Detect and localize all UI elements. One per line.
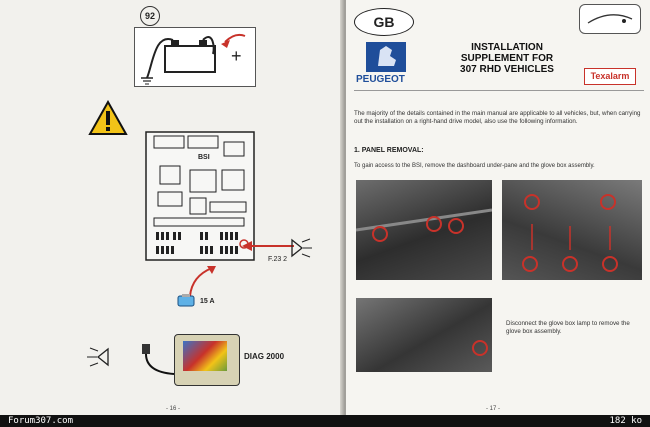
svg-text:+: + [231, 46, 242, 66]
section-heading: 1. PANEL REMOVAL: [354, 147, 424, 154]
texalarm-logo: Texalarm [584, 68, 636, 85]
intro-paragraph: The majority of the details contained in the main manual are applicable to all vehicles, but, when carrying out the installation on a right-hand drive model, also use the following information. [354, 110, 641, 125]
watermark-bar [0, 415, 650, 427]
fuse-icon [176, 294, 196, 308]
step-number: 92 [140, 6, 160, 26]
diag-label: DIAG 2000 [244, 352, 285, 361]
fuse-label: F.23 2 [268, 256, 288, 263]
brand-name: PEUGEOT [356, 74, 405, 85]
photo-glove-box-lamp [356, 298, 492, 372]
battery-icon [135, 28, 255, 86]
fuse-rating: 15 A [200, 298, 215, 305]
title-text: INSTALLATION SUPPLEMENT FOR 307 RHD VEHICLES [460, 42, 554, 75]
switch-diagram [579, 4, 641, 34]
site-watermark: Forum307.com [8, 416, 74, 426]
page-number-right: - 17 - [486, 406, 501, 412]
lion-icon [366, 42, 406, 72]
switch-icon [580, 5, 640, 33]
battery-panel [134, 27, 256, 87]
file-size: 182 ko [609, 416, 642, 426]
diag-screen [183, 341, 227, 371]
photo-glove-box-lamp-marker [356, 298, 492, 372]
diag-cable-icon [138, 340, 178, 380]
photo-glove-box [502, 180, 642, 280]
right-page [346, 0, 650, 415]
bsi-label: BSI [198, 154, 210, 161]
peugeot-logo [366, 42, 406, 72]
photo-under-panel [356, 180, 492, 280]
lamp-icon [288, 238, 314, 258]
document-title [442, 42, 572, 75]
page-number-left: - 16 - [166, 406, 181, 412]
photo-caption: Disconnect the glove box lamp to remove the glove box assembly. [506, 320, 630, 335]
warning-icon [88, 100, 128, 136]
diag-device [174, 334, 240, 386]
region-badge: GB [354, 8, 414, 36]
step-instruction: To gain access to the BSI, remove the dashboard under-pane and the glove box assembly. [354, 163, 595, 169]
header-rule [354, 90, 644, 91]
photo-under-panel-markers [356, 180, 492, 280]
diag-lamp-icon [84, 346, 112, 368]
photo-glove-box-markers [502, 180, 642, 280]
